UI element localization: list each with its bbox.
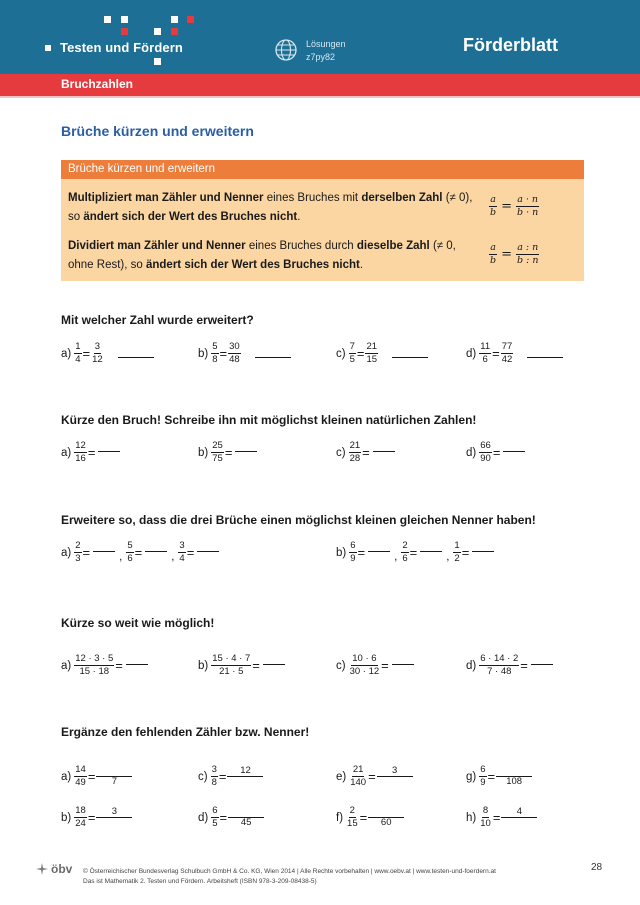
fill-in-fraction[interactable] [368, 807, 404, 828]
equals-sign: = [87, 769, 96, 784]
answer-fraction-line[interactable] [145, 551, 167, 552]
rule-box [61, 160, 584, 281]
solutions-code[interactable]: z7py82 [306, 52, 336, 62]
denominator: 49 [75, 777, 86, 788]
equals-sign: = [186, 545, 195, 560]
numerator: 6 [212, 805, 218, 816]
solutions-label[interactable]: Lösungen [306, 39, 346, 49]
answer-fraction-line[interactable] [235, 451, 257, 452]
numerator: 10 · 6 [352, 653, 377, 664]
denominator: 8 [211, 777, 217, 788]
denominator: 5 [349, 354, 355, 365]
answer-line[interactable] [392, 357, 428, 358]
numerator: 2 [349, 805, 355, 816]
publisher-logo [36, 862, 72, 876]
numerator: 6 [480, 764, 486, 775]
denominator: 6 [482, 354, 488, 365]
denominator[interactable] [96, 818, 132, 828]
item-label: a) [61, 659, 72, 672]
fill-in-fraction[interactable] [96, 766, 132, 787]
rule-text: ändert sich der Wert des Bruches nicht [83, 211, 298, 223]
rule-divide [68, 237, 478, 275]
equals-sign: = [487, 769, 496, 784]
denominator: 7 · 48 [487, 666, 512, 677]
denominator: 108 [506, 776, 523, 787]
numerator: 12 [75, 440, 86, 451]
question-5-title: Ergänze den fehlenden Zähler bzw. Nenner! [61, 725, 310, 739]
item-label: c) [336, 347, 346, 360]
numerator: 3 [96, 807, 132, 818]
fraction [74, 806, 87, 829]
rule-text: (≠ 0, ohne Rest), so [68, 240, 456, 271]
topic-band-divider [0, 96, 640, 98]
fraction [349, 441, 362, 464]
exercise-item [61, 765, 132, 788]
numerator: 15 · 4 · 7 [212, 653, 251, 664]
fraction [91, 342, 104, 365]
equals-sign: = [461, 545, 470, 560]
numerator: 5 [127, 540, 133, 551]
denominator[interactable] [501, 818, 537, 828]
exercise-item [61, 541, 219, 564]
denominator: 4 [75, 354, 81, 365]
sheet-title: Förderblatt [463, 35, 559, 55]
fraction [228, 342, 241, 365]
answer-fraction-line[interactable] [263, 664, 285, 665]
exercise-item [336, 342, 428, 365]
fraction [74, 541, 81, 564]
answer-line[interactable] [118, 357, 154, 358]
formula-reduce: $\frac{a}{b}$ = $\frac{a : n}{b : n}$ [490, 242, 539, 266]
question-1-title: Mit welcher Zahl wurde erweitert? [61, 313, 254, 327]
item-label: c) [336, 446, 346, 459]
fill-in-fraction[interactable] [227, 766, 263, 787]
answer-fraction-line[interactable] [126, 664, 148, 665]
topic-label: Bruchzahlen [61, 77, 134, 91]
denominator: 30 · 12 [349, 666, 380, 677]
rule-text: Dividiert man Zähler und Nenner [68, 240, 246, 252]
denominator: 45 [240, 817, 252, 828]
rule-text: Multipliziert man Zähler und Nenner [68, 192, 264, 204]
fraction [74, 441, 87, 464]
denominator: 15 [347, 818, 358, 829]
equals-sign: = [362, 445, 370, 460]
globe-icon[interactable] [274, 38, 298, 62]
numerator: 12 [227, 766, 263, 777]
exercise-item [336, 806, 404, 829]
exercise-item [198, 806, 264, 829]
numerator: 3 [377, 766, 413, 777]
comma-separator: , [119, 550, 123, 563]
question-4-title: Kürze so weit wie möglich! [61, 616, 215, 630]
denominator: 9 [350, 553, 356, 564]
equals-sign: = [219, 810, 228, 825]
denominator: 15 · 18 [79, 666, 110, 677]
equals-sign: = [218, 769, 227, 784]
denominator: 48 [229, 354, 240, 365]
rule-box-title: Brüche kürzen und erweitern [61, 160, 584, 179]
numerator: 77 [501, 341, 513, 352]
numerator: 1 [454, 540, 460, 551]
fill-in-fraction[interactable] [501, 807, 537, 828]
footer-copyright: © Österreichischer Bundesverlag Schulbuch GmbH & Co. KG, Wien 2014 | Alle Rechte vorbehalten | www.oebv.at | www.testen-und-foerdern.at [83, 868, 496, 875]
denominator: 8 [212, 354, 218, 365]
exercise-item [336, 441, 395, 464]
equals-sign: = [87, 810, 96, 825]
equals-sign: = [492, 445, 501, 460]
answer-line[interactable] [255, 357, 291, 358]
rule-text: (≠ 0), so [68, 192, 473, 223]
numerator: 2 [402, 540, 408, 551]
item-label: b) [336, 546, 347, 559]
exercise-item [198, 765, 263, 788]
fraction [501, 342, 514, 365]
equals-sign: = [115, 658, 123, 673]
fraction [401, 541, 408, 564]
numerator: 7 [349, 341, 355, 352]
item-label: h) [466, 811, 477, 824]
fraction [479, 654, 519, 677]
item-label: b) [198, 347, 209, 360]
denominator: 12 [92, 354, 103, 365]
fraction [349, 765, 367, 788]
exercise-item [61, 806, 132, 829]
equals-sign: = [357, 545, 366, 560]
answer-fraction-line[interactable] [197, 551, 219, 552]
fraction [211, 654, 251, 677]
denominator: 140 [350, 777, 367, 788]
answer-line[interactable] [527, 357, 563, 358]
exercise-item [466, 441, 525, 464]
equals-sign: = [356, 346, 365, 361]
exercise-item [198, 342, 291, 365]
comma-separator: , [171, 550, 175, 563]
numerator: 3 [211, 764, 217, 775]
fraction [178, 541, 185, 564]
exercise-item [466, 342, 563, 365]
numerator: 21 [349, 440, 361, 451]
denominator: 42 [501, 354, 513, 365]
answer-fraction-line[interactable] [503, 451, 525, 452]
item-label: a) [61, 770, 72, 783]
footer-book-info: Das ist Mathematik 2. Testen und Fördern. Arbeitsheft (ISBN 978-3-209-08438-5) [83, 878, 317, 885]
exercise-item [466, 654, 553, 677]
equals-sign: = [134, 545, 143, 560]
denominator: 9 [480, 777, 486, 788]
item-label: a) [61, 347, 72, 360]
numerator: 30 [229, 341, 240, 352]
rule-text: ändert sich der Wert des Bruches nicht [145, 259, 360, 271]
answer-fraction-line[interactable] [373, 451, 395, 452]
answer-fraction-line[interactable] [392, 664, 414, 665]
answer-fraction-line[interactable] [472, 551, 494, 552]
item-label: d) [466, 659, 477, 672]
page-number: 28 [591, 862, 603, 873]
denominator: 60 [380, 817, 392, 828]
fraction [479, 765, 486, 788]
denominator[interactable] [377, 777, 413, 787]
item-label: b) [198, 446, 209, 459]
fraction [211, 806, 218, 829]
numerator: 18 [75, 805, 86, 816]
fraction [365, 342, 378, 365]
exercise-item [61, 342, 154, 365]
denominator: 6 [402, 553, 408, 564]
numerator: 5 [212, 341, 218, 352]
numerator: 6 [350, 540, 356, 551]
item-label: d) [198, 811, 209, 824]
fraction [211, 342, 218, 365]
fraction [349, 654, 381, 677]
comma-separator: , [446, 550, 450, 563]
exercise-item [61, 654, 148, 677]
fraction [211, 765, 218, 788]
answer-fraction-line[interactable] [531, 664, 553, 665]
numerator: 66 [480, 440, 491, 451]
equals-sign: = [409, 545, 418, 560]
denominator: 28 [349, 453, 361, 464]
item-label: a) [61, 446, 72, 459]
item-label: d) [466, 446, 477, 459]
fraction [453, 541, 460, 564]
rule-multiply [68, 189, 478, 227]
exercise-item [336, 765, 413, 788]
exercise-item [466, 806, 537, 829]
exercise-item [61, 441, 120, 464]
rule-text: eines Bruches mit [263, 192, 362, 204]
denominator: 2 [454, 553, 460, 564]
equals-sign: = [252, 658, 260, 673]
numerator: 3 [179, 540, 185, 551]
numerator: 25 [212, 440, 223, 451]
brand-bullet-icon [45, 45, 51, 51]
denominator: 6 [127, 553, 133, 564]
denominator: 7 [111, 776, 118, 787]
exercise-item [198, 441, 257, 464]
numerator: 12 · 3 · 5 [75, 653, 114, 664]
fraction [74, 342, 81, 365]
equals-sign: = [492, 810, 501, 825]
equals-sign: = [87, 445, 96, 460]
denominator: 21 · 5 [219, 666, 244, 677]
item-label: a) [61, 546, 72, 559]
comma-separator: , [394, 550, 398, 563]
numerator: 2 [75, 540, 81, 551]
denominator: 15 [366, 354, 378, 365]
brand-title: Testen und Fördern [60, 40, 183, 55]
question-2-title: Kürze den Bruch! Schreibe ihn mit möglichst kleinen natürlichen Zahlen! [61, 413, 477, 427]
equals-sign: = [381, 658, 389, 673]
fraction [211, 441, 224, 464]
denominator: 5 [212, 818, 218, 829]
exercise-item [336, 541, 494, 564]
rule-text: eines Bruches durch [245, 240, 357, 252]
exercise-item [198, 654, 285, 677]
numerator: 21 [366, 341, 378, 352]
denominator: 90 [480, 453, 491, 464]
numerator: 3 [94, 341, 101, 352]
numerator: 4 [501, 807, 537, 818]
fraction [346, 806, 359, 829]
fraction [74, 654, 114, 677]
fill-in-fraction[interactable] [496, 766, 532, 787]
fraction [479, 441, 492, 464]
item-label: b) [198, 659, 209, 672]
answer-fraction-line[interactable] [368, 551, 390, 552]
denominator: 10 [480, 818, 491, 829]
rule-text: dieselbe Zahl [356, 240, 430, 252]
denominator: 3 [75, 553, 81, 564]
fraction [349, 342, 356, 365]
answer-fraction-line[interactable] [420, 551, 442, 552]
equals-sign: = [492, 346, 500, 361]
question-3-title: Erweitere so, dass die drei Brüche einen möglichst kleinen gleichen Nenner haben! [61, 513, 536, 527]
rule-text: . [359, 259, 364, 271]
item-label: e) [336, 770, 347, 783]
equals-sign: = [82, 545, 91, 560]
page-heading: Brüche kürzen und erweitern [61, 123, 254, 139]
fraction [479, 342, 491, 365]
rule-text: derselben Zahl [361, 192, 443, 204]
fraction [74, 765, 87, 788]
numerator: 8 [482, 805, 489, 816]
denominator: 75 [212, 453, 223, 464]
denominator: 4 [179, 553, 185, 564]
answer-fraction-line[interactable] [98, 451, 120, 452]
numerator: 14 [75, 764, 86, 775]
numerator: 21 [352, 764, 364, 775]
denominator[interactable] [227, 777, 263, 787]
publisher-logo-text: öbv [51, 862, 73, 876]
numerator: 6 · 14 · 2 [480, 653, 519, 664]
numerator: 1 [75, 341, 81, 352]
fill-in-fraction[interactable] [228, 807, 264, 828]
item-label: b) [61, 811, 72, 824]
exercise-item [466, 765, 532, 788]
equals-sign: = [224, 445, 233, 460]
fraction [126, 541, 133, 564]
fraction [479, 806, 492, 829]
denominator: 24 [75, 818, 86, 829]
formula-extend: $\frac{a}{b}$ = $\frac{a \cdot n}{b \cdot n}$ [490, 194, 539, 218]
equals-sign: = [359, 810, 368, 825]
denominator: 16 [75, 453, 86, 464]
exercise-item [336, 654, 414, 677]
item-label: d) [466, 347, 477, 360]
answer-fraction-line[interactable] [93, 551, 115, 552]
item-label: g) [466, 770, 477, 783]
equals-sign: = [520, 658, 528, 673]
item-label: c) [198, 770, 208, 783]
publisher-star-icon [36, 863, 48, 875]
equals-sign: = [219, 346, 228, 361]
item-label: f) [336, 811, 344, 824]
numerator: 11 [480, 341, 491, 352]
equals-sign: = [368, 769, 376, 784]
fraction [349, 541, 356, 564]
fill-in-fraction[interactable] [96, 807, 132, 828]
fill-in-fraction[interactable] [377, 766, 413, 787]
equals-sign: = [82, 346, 91, 361]
item-label: c) [336, 659, 346, 672]
rule-text: . [297, 211, 301, 223]
